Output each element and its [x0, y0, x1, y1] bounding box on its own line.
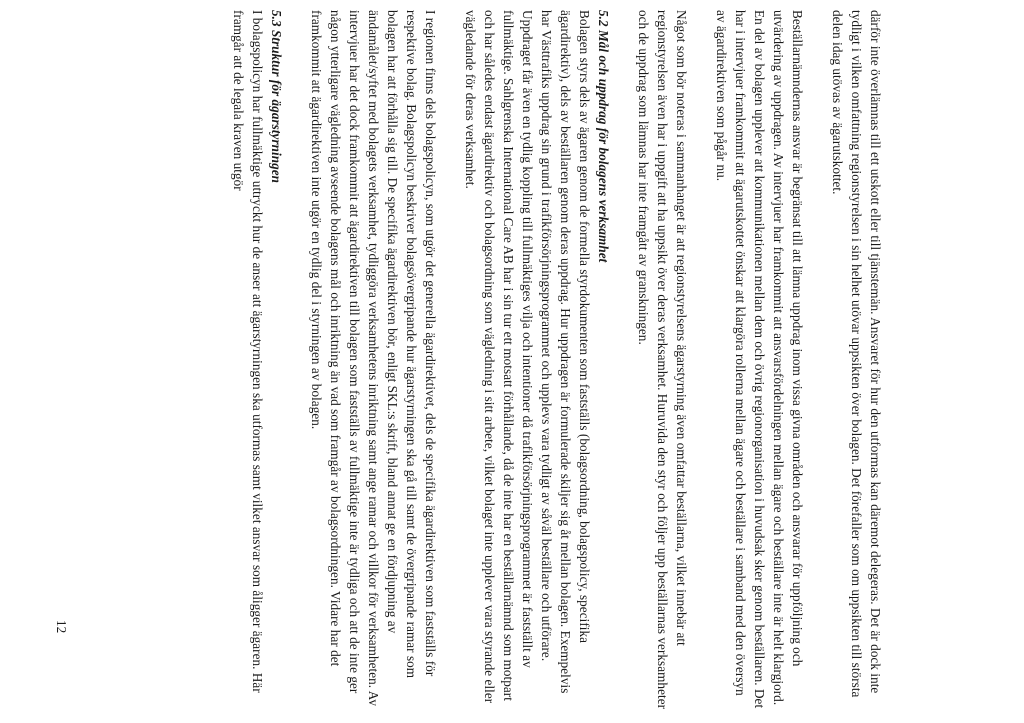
page-number: 12: [54, 620, 69, 634]
paragraph-3: Något som bör noteras i sammanhanget är att regionstyrelsens ägarstyrning även omfattar beställarna, vilket innebär att regionstyrelsen även har i uppgift att ha uppsikt över deras verksamhet. Huruvida den styr och följer upp beställarnas verksamheter och de uppdrag som lämnas har inte framgått av granskningen.: [636, 10, 689, 710]
section-heading-5-3: 5.3 Struktur för ägarstyrningen: [269, 10, 284, 184]
paragraph-4: Bolagen styrs dels av ägaren genom de formella styrdokumenten som fastställs (bolagsordning, bolagspolicy, specifika ägardirektiv), dels av beställaren genom deras uppdrag. Hur uppdragen är formulerade skiljer sig åt mellan bolagen. Exempelvis har Västtrafiks uppdrag sin grund i trafikförsörjningsprogrammet och upplevs vara tydligt av såväl beställare och utförare. Uppdraget får även en tydlig koppling till fullmäktiges vilja och intentioner då trafikförsörjningsprogrammet är fastställt av fullmäktige. Sahlgrenska International Care AB har i sin tur ett motsatt förhållande, då de inte har en beställarnämnd som motpart och har således endast ägardirektiv och bolagsordning som vägledning i sitt arbete, vilket bolaget inte upplever vara styrande eller vägledande för deras verksamhet.: [463, 10, 592, 704]
paragraph-5: I regionen finns dels bolagspolicyn, som utgör det generella ägardirektivet, dels de specifika ägardirektiven som fastställs för respektive bolag. Bolagspolicyn beskriver bolagsövergripande hur ägarstyrningen ska gå till samt de övergripande ramar som bolagen har att förhålla sig till. De specifika ägardirektiven bör, enligt SKL:s skrift, bland annat ge en fördjupning av ändamålet/syftet med bolagets verksamhet, tydliggöra verksamhetens inriktning samt ange ramar och villkor för verksamheten. Av intervjuer har det dock framkommit att ägardirektiven till bolagen som fastställs av fullmäktige inte är tydliga och att de inte ger någon ytterligare vägledning avseende bolagens mål och inriktning än vad som framgår av bolagsordningen. Vidare har det framkommit att ägardirektiven inte utgör en tydlig del i styrningen av bolagen.: [309, 10, 438, 706]
section-heading-5-2: 5.2 Mål och uppdrag för bolagens verksamhet: [596, 10, 611, 263]
paragraph-1: därför inte överlämnas till ett utskott eller till tjänstemän. Ansvaret för hur den utformas kan däremot delegeras. Det är dock inte tydligt i vilken omfattning regionstyrelsen i sin helhet utövar uppsikten över bolagen. Det förefaller som om uppsikten till största delen idag utövas av ägarutskottet.: [830, 10, 883, 698]
paragraph-6: I bolagspolicyn har fullmäktige uttryckt hur de anser att ägarstyrningen ska utformas samt vilket ansvar som åligger ägaren. Här framgår att de legala kraven utgör: [231, 10, 265, 693]
paragraph-2: Beställarnämndernas ansvar är begränsat till att lämna uppdrag inom vissa givna områden och ansvarar för uppföljning och utvärdering av uppdragen. Av intervjuer har framkommit att ansvarsfördelningen mellan ägare och beställare inte är helt klargjord. En del av bolagen upplever att kommunikationen mellan dem och övrig regionorganisation i huvudsak sker genom beställaren. Det har i intervjuer framkommit att ägarutskottet önskar att klargöra rollerna mellan ägare och beställare i samband med den översyn av ägardirektiven som pågår nu.: [714, 10, 805, 709]
page-text: [90, 10, 885, 710]
